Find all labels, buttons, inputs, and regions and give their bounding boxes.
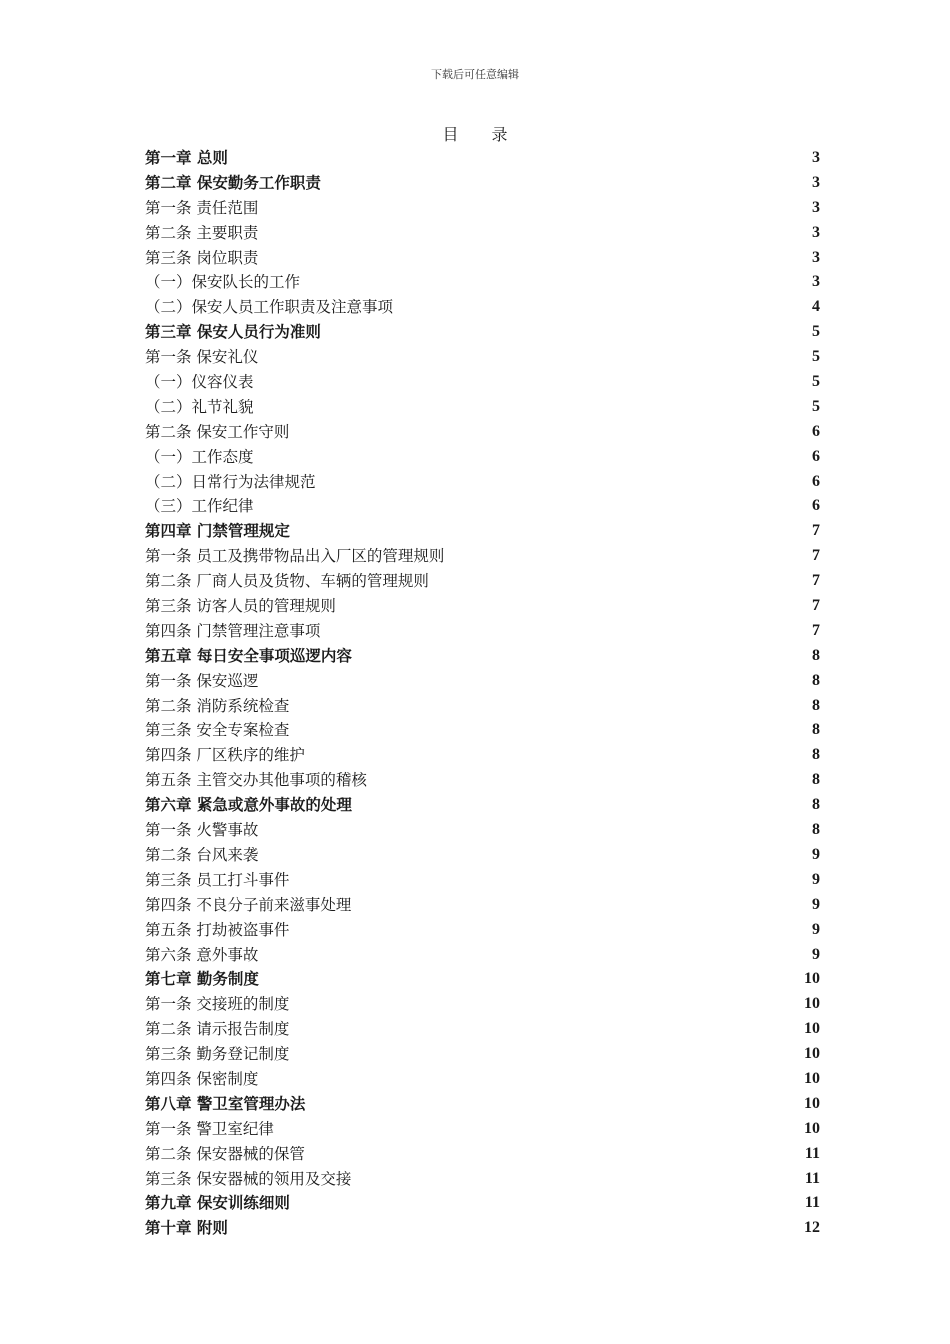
toc-entry-label: 第三条 保安器械的领用及交接 [145, 1169, 352, 1188]
toc-entry-page-number: 9 [812, 870, 820, 888]
toc-chapter-entry[interactable] [145, 1216, 820, 1241]
toc-item-entry[interactable] [145, 893, 820, 918]
toc-entry-label: （二）日常行为法律规范 [145, 472, 316, 491]
toc-entry-page-number: 3 [812, 273, 820, 291]
toc-chapter-entry[interactable] [145, 793, 820, 818]
toc-title: 目 录 [442, 125, 522, 144]
toc-chapter-entry[interactable] [145, 1191, 820, 1216]
toc-entry-page-number: 8 [812, 646, 820, 664]
toc-entry-label: 第三条 员工打斗事件 [145, 870, 290, 889]
toc-entry-page-number: 3 [812, 149, 820, 166]
toc-entry-label: 第四条 不良分子前来滋事处理 [145, 895, 352, 914]
toc-entry-page-number: 9 [812, 845, 820, 863]
toc-entry-label: 第五条 打劫被盗事件 [145, 920, 290, 939]
toc-entry-label: 第二条 请示报告制度 [145, 1020, 290, 1039]
toc-entry-label: 第二条 消防系统检查 [145, 696, 290, 715]
toc-entry-label: （二）礼节礼貌 [145, 397, 254, 416]
toc-item-entry[interactable] [145, 270, 820, 295]
table-of-contents [145, 146, 820, 1241]
toc-entry-page-number: 8 [812, 821, 820, 839]
toc-item-entry[interactable] [145, 1067, 820, 1092]
toc-item-entry[interactable] [145, 768, 820, 793]
toc-entry-page-number: 3 [812, 198, 820, 216]
toc-item-entry[interactable] [145, 918, 820, 943]
toc-entry-page-number: 9 [812, 920, 820, 938]
toc-item-entry[interactable] [145, 868, 820, 893]
toc-entry-page-number: 4 [812, 298, 820, 316]
toc-item-entry[interactable] [145, 569, 820, 594]
toc-entry-page-number: 5 [812, 397, 820, 415]
toc-entry-page-number: 10 [804, 1119, 820, 1137]
toc-item-entry[interactable] [145, 1017, 820, 1042]
toc-entry-label: 第二条 主要职责 [145, 223, 259, 242]
toc-entry-label: 第一条 交接班的制度 [145, 995, 290, 1014]
toc-entry-page-number: 8 [812, 796, 820, 814]
toc-item-entry[interactable] [145, 420, 820, 445]
toc-entry-label: （二）保安人员工作职责及注意事项 [145, 298, 394, 317]
toc-chapter-entry[interactable] [145, 1092, 820, 1117]
toc-entry-label: 第三条 岗位职责 [145, 248, 259, 267]
toc-item-entry[interactable] [145, 445, 820, 470]
toc-item-entry[interactable] [145, 743, 820, 768]
header-note: 下载后可任意编辑 [431, 68, 519, 81]
toc-entry-page-number: 8 [812, 746, 820, 764]
toc-item-entry[interactable] [145, 843, 820, 868]
toc-entry-page-number: 6 [812, 447, 820, 465]
toc-entry-page-number: 5 [812, 373, 820, 391]
toc-entry-label: 第七章 勤务制度 [145, 969, 259, 989]
toc-entry-label: 第四条 门禁管理注意事项 [145, 621, 321, 640]
toc-entry-label: （一）仪容仪表 [145, 373, 254, 392]
toc-entry-label: 第四条 保密制度 [145, 1069, 259, 1088]
toc-entry-label: 第十章 附则 [145, 1218, 228, 1238]
toc-entry-label: 第三条 访客人员的管理规则 [145, 597, 336, 616]
toc-entry-page-number: 3 [812, 173, 820, 191]
toc-entry-page-number: 7 [812, 621, 820, 639]
toc-item-entry[interactable] [145, 544, 820, 569]
toc-entry-label: 第五条 主管交办其他事项的稽核 [145, 771, 367, 790]
toc-entry-label: （一）工作态度 [145, 447, 254, 466]
toc-chapter-entry[interactable] [145, 644, 820, 669]
toc-entry-label: 第二章 保安勤务工作职责 [145, 172, 321, 192]
toc-entry-label: （三）工作纪律 [145, 497, 254, 516]
toc-item-entry[interactable] [145, 295, 820, 320]
toc-entry-label: 第一条 保安礼仪 [145, 348, 259, 367]
toc-entry-label: 第四章 门禁管理规定 [145, 521, 290, 541]
toc-entry-page-number: 3 [812, 248, 820, 266]
toc-entry-page-number: 10 [804, 1094, 820, 1112]
toc-entry-label: 第六条 意外事故 [145, 945, 259, 964]
toc-entry-page-number: 5 [812, 348, 820, 366]
toc-entry-page-number: 11 [804, 1194, 820, 1212]
toc-entry-page-number: 8 [812, 696, 820, 714]
toc-item-entry[interactable] [145, 718, 820, 743]
toc-item-entry[interactable] [145, 494, 820, 519]
toc-entry-label: 第一条 警卫室纪律 [145, 1119, 274, 1138]
toc-entry-page-number: 8 [812, 771, 820, 789]
toc-entry-page-number: 10 [804, 995, 820, 1013]
toc-entry-label: 第六章 紧急或意外事故的处理 [145, 795, 352, 815]
toc-entry-label: 第二条 保安器械的保管 [145, 1144, 305, 1163]
toc-entry-label: （一）保安队长的工作 [145, 273, 301, 292]
toc-item-entry[interactable] [145, 196, 820, 221]
toc-item-entry[interactable] [145, 246, 820, 271]
toc-entry-page-number: 8 [812, 721, 820, 739]
toc-entry-page-number: 5 [812, 323, 820, 341]
toc-chapter-entry[interactable] [145, 967, 820, 992]
toc-item-entry[interactable] [145, 992, 820, 1017]
toc-entry-page-number: 11 [804, 1144, 820, 1162]
toc-entry-page-number: 6 [812, 472, 820, 490]
toc-item-entry[interactable] [145, 370, 820, 395]
toc-entry-page-number: 10 [804, 970, 820, 988]
toc-entry-label: 第一章 总则 [145, 148, 228, 167]
toc-entry-label: 第二条 厂商人员及货物、车辆的管理规则 [145, 572, 429, 591]
toc-item-entry[interactable] [145, 669, 820, 694]
toc-entry-page-number: 8 [812, 671, 820, 689]
toc-chapter-entry[interactable] [145, 519, 820, 544]
toc-item-entry[interactable] [145, 943, 820, 968]
toc-entry-label: 第三条 安全专案检查 [145, 721, 290, 740]
toc-entry-page-number: 11 [804, 1169, 820, 1187]
toc-chapter-entry[interactable] [145, 320, 820, 345]
toc-item-entry[interactable] [145, 1117, 820, 1142]
toc-entry-label: 第一条 员工及携带物品出入厂区的管理规则 [145, 547, 445, 566]
toc-entry-label: 第五章 每日安全事项巡逻内容 [145, 645, 352, 665]
toc-entry-label: 第二条 台风来袭 [145, 845, 259, 864]
toc-entry-page-number: 6 [812, 497, 820, 515]
toc-entry-label: 第四条 厂区秩序的维护 [145, 746, 305, 765]
toc-entry-label: 第一条 火警事故 [145, 821, 259, 840]
toc-entry-label: 第八章 警卫室管理办法 [145, 1093, 306, 1113]
toc-entry-page-number: 7 [812, 572, 820, 590]
toc-entry-page-number: 9 [812, 895, 820, 913]
toc-entry-label: 第三条 勤务登记制度 [145, 1045, 290, 1064]
toc-item-entry[interactable] [145, 470, 820, 495]
toc-item-entry[interactable] [145, 1142, 820, 1167]
toc-item-entry[interactable] [145, 345, 820, 370]
toc-item-entry[interactable] [145, 594, 820, 619]
toc-item-entry[interactable] [145, 818, 820, 843]
toc-entry-page-number: 10 [804, 1045, 820, 1063]
toc-item-entry[interactable] [145, 694, 820, 719]
toc-entry-label: 第一条 保安巡逻 [145, 671, 259, 690]
toc-item-entry[interactable] [145, 1167, 820, 1192]
toc-item-entry[interactable] [145, 221, 820, 246]
toc-entry-page-number: 7 [812, 547, 820, 565]
toc-item-entry[interactable] [145, 1042, 820, 1067]
toc-entry-page-number: 9 [812, 945, 820, 963]
toc-entry-page-number: 7 [812, 597, 820, 615]
toc-entry-label: 第一条 责任范围 [145, 198, 259, 217]
toc-item-entry[interactable] [145, 619, 820, 644]
toc-entry-page-number: 10 [804, 1020, 820, 1038]
toc-item-entry[interactable] [145, 395, 820, 420]
toc-entry-label: 第二条 保安工作守则 [145, 422, 290, 441]
toc-entry-page-number: 10 [804, 1069, 820, 1087]
toc-entry-label: 第九章 保安训练细则 [145, 1193, 290, 1213]
toc-entry-page-number: 3 [812, 223, 820, 241]
toc-chapter-entry[interactable] [145, 146, 820, 171]
toc-entry-label: 第三章 保安人员行为准则 [145, 322, 321, 342]
toc-chapter-entry[interactable] [145, 171, 820, 196]
toc-entry-page-number: 6 [812, 422, 820, 440]
toc-entry-page-number: 7 [812, 522, 820, 540]
toc-entry-page-number: 12 [804, 1219, 820, 1237]
